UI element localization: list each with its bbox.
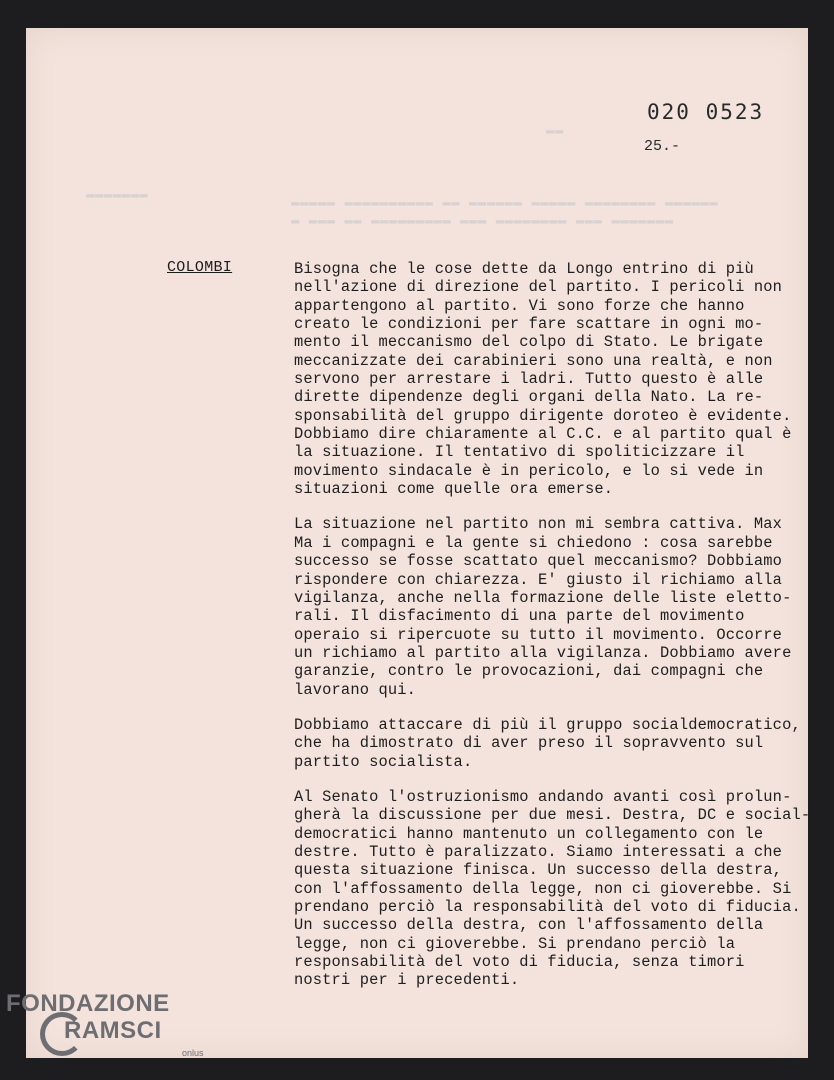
paragraph-1 bbox=[294, 260, 814, 498]
text-line: rali. Il disfacimento di una parte del movimento bbox=[294, 607, 745, 626]
speech-body bbox=[294, 260, 814, 1007]
text-line: La situazione nel partito non mi sembra cattiva. Max bbox=[294, 515, 783, 534]
text-line: prendano perciò la responsabilità del voto di fiducia. bbox=[294, 898, 801, 916]
text-line: un richiamo al partito alla vigilanza. Dobbiamo avere bbox=[294, 643, 792, 662]
g-logo-icon bbox=[40, 1012, 84, 1056]
text-line: la situazione. Il tentativo di spoliticizzare il bbox=[294, 443, 745, 462]
text-line: nell'azione di direzione del partito. I pericoli non bbox=[294, 278, 783, 297]
speaker-name: COLOMBI bbox=[167, 259, 233, 276]
text-line: Al Senato l'ostruzionismo andando avanti così prolun- bbox=[294, 787, 792, 806]
archive-code: 020 0523 bbox=[647, 100, 765, 124]
text-line: Dobbiamo attaccare di più il gruppo socialdemocratico, bbox=[294, 715, 801, 734]
paragraph-2 bbox=[294, 515, 814, 698]
text-line: mento il meccanismo del colpo di Stato. Le brigate bbox=[294, 333, 764, 352]
text-line: democratici hanno mantenuto un collegamento con le bbox=[294, 824, 764, 843]
text-line: appartengono al partito. Vi sono forze che hanno bbox=[294, 296, 745, 315]
text-line: meccanizzate dei carabinieri sono una realtà, e non bbox=[294, 351, 773, 370]
text-line: vigilanza, anche nella formazione delle liste eletto- bbox=[294, 588, 792, 607]
text-line: Dobbiamo dire chiaramente al C.C. e al partito qual è bbox=[294, 425, 792, 444]
text-line: successo se fosse scattato quel meccanismo? Dobbiamo bbox=[294, 552, 783, 571]
bleed-through-text: ▬▬▬▬▬ ▬▬▬▬▬▬▬▬▬▬ ▬▬ ▬▬▬▬▬▬ ▬▬▬▬▬ ▬▬▬▬▬▬▬▬ ▬▬▬▬▬▬ ▬ ▬▬▬ ▬▬ ▬▬▬▬▬▬▬▬▬ ▬▬▬ ▬▬▬▬▬▬▬▬ ▬▬▬ ▬▬▬▬▬▬▬ bbox=[291, 195, 719, 229]
text-line: Ma i compagni e la gente si chiedono : cosa sarebbe bbox=[294, 533, 773, 552]
text-line: gherà la discussione per due mesi. Destra, DC e social- bbox=[294, 806, 811, 825]
text-line: situazioni come quelle ora emerse. bbox=[294, 480, 614, 499]
fondazione-gramsci-watermark bbox=[6, 990, 204, 1058]
watermark-line-2: RAMSCI bbox=[64, 1017, 162, 1044]
text-line: lavorano qui. bbox=[294, 680, 417, 699]
text-line: servono per arrestare i ladri. Tutto questo è alle bbox=[294, 370, 764, 389]
paragraph-3 bbox=[294, 716, 814, 771]
text-line: movimento sindacale è in pericolo, e lo si vede in bbox=[294, 461, 764, 480]
text-line: legge, non ci gioverebbe. Si prendano perciò la bbox=[294, 934, 736, 953]
text-line: Un successo della destra, con l'affossamento della bbox=[294, 916, 764, 935]
text-line: partito socialista. bbox=[294, 752, 473, 771]
text-line: garanzie, contro le provocazioni, dai compagni che bbox=[294, 662, 764, 681]
document-page bbox=[26, 28, 811, 1058]
watermark-line-1: FONDAZIONE bbox=[6, 990, 170, 1017]
text-line: che ha dimostrato di aver preso il sopravvento sul bbox=[294, 734, 764, 753]
bleed-through-text: ▬▬▬▬▬▬▬ bbox=[86, 187, 149, 203]
text-line: nostri per i precedenti. bbox=[294, 971, 520, 990]
text-line: questa situazione finisca. Un successo della destra, bbox=[294, 861, 783, 880]
text-line: con l'affossamento della legge, non ci gioverebbe. Si bbox=[294, 879, 792, 898]
paragraph-4 bbox=[294, 788, 814, 990]
text-line: sponsabilità del gruppo dirigente doroteo è evidente. bbox=[294, 406, 792, 425]
text-line: rispondere con chiarezza. E' giusto il richiamo alla bbox=[294, 570, 783, 589]
text-line: Bisogna che le cose dette da Longo entrino di più bbox=[294, 260, 754, 278]
bleed-through-text: ▬▬ bbox=[546, 123, 564, 139]
text-line: destre. Tutto è paralizzato. Siamo interessati a che bbox=[294, 842, 783, 861]
text-line: responsabilità del voto di fiducia, senza timori bbox=[294, 953, 745, 972]
page-number: 25.- bbox=[644, 138, 681, 155]
watermark-onlus: onlus bbox=[182, 1048, 204, 1058]
text-line: operaio si ripercuote su tutto il movimento. Occorre bbox=[294, 625, 783, 644]
text-line: dirette dipendenze degli organi della Nato. La re- bbox=[294, 388, 764, 407]
text-line: creato le condizioni per fare scattare in ogni mo- bbox=[294, 315, 764, 334]
